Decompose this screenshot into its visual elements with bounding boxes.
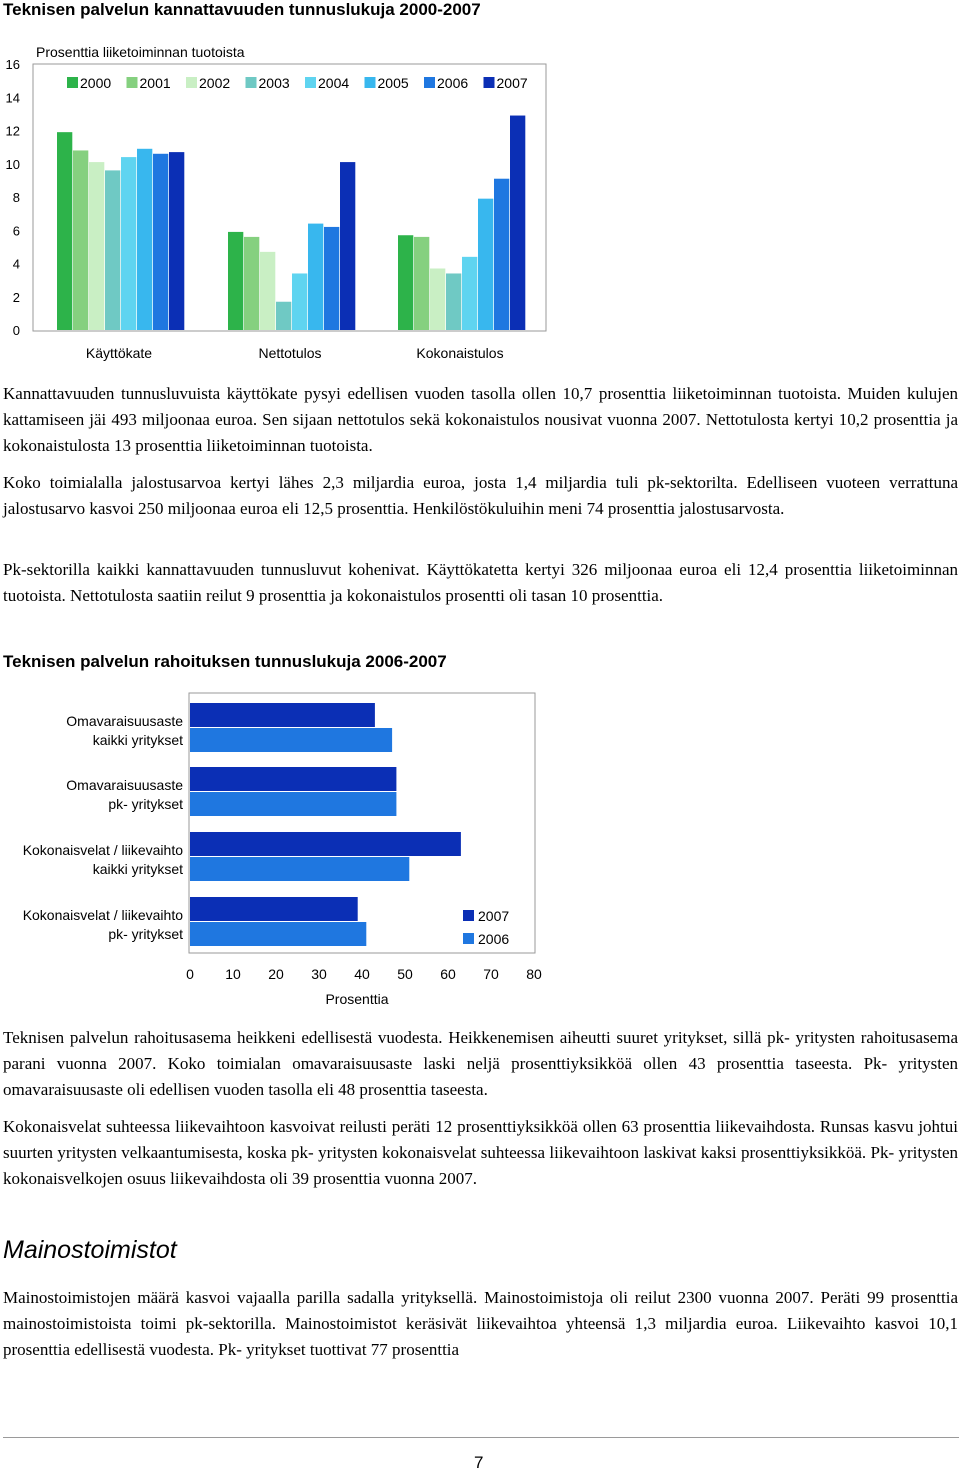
footer-divider (3, 1437, 959, 1438)
chart1-legend-label: 2007 (496, 75, 528, 91)
chart1-y-axis (6, 57, 20, 338)
chart1-legend-swatch (186, 77, 197, 88)
chart2-x-tick-label: 10 (225, 966, 241, 982)
chart1-bar (462, 257, 477, 330)
paragraph-advertising-agencies: Mainostoimistojen määrä kasvoi vajaalla parilla sadalla yrityksellä. Mainostoimistoja oli reilut 2300 vuonna 2007. Peräti 99 prosenttia mainostoimistoista toimi pk-sektorilla. Mainostoimistot keräsivät liikevaihtoa yhteensä 1,3 miljardia euroa. Liikevaihto kasvoi 10,1 prosenttia edellisestä vuodesta. Pk- yritykset tuottivat 77 prosenttia (3, 1288, 958, 1359)
chart2-bar (190, 897, 358, 921)
chart2-bar (190, 703, 375, 727)
chart1-bar (398, 235, 413, 330)
chart2-legend-label: 2007 (478, 908, 510, 924)
chart1-legend-label: 2002 (199, 75, 231, 91)
chart2-x-tick-label: 60 (440, 966, 456, 982)
chart1-bar (153, 154, 168, 330)
chart1-bar (510, 116, 525, 330)
page-number: 7 (474, 1453, 484, 1472)
profitability-bar-chart (0, 30, 560, 365)
chart1-legend-label: 2003 (258, 75, 290, 91)
chart1-bar (340, 162, 355, 330)
chart1-bar (73, 150, 88, 330)
chart2-bar (190, 832, 461, 856)
chart1-legend-label: 2001 (139, 75, 171, 91)
chart1-bar (430, 268, 445, 330)
chart1-bar (89, 162, 104, 330)
chart2-category-label: Kokonaisvelat / liikevaihto (22, 842, 183, 858)
chart2-category-label: Omavaraisuusaste (66, 777, 183, 793)
chart1-y-tick-label: 16 (5, 57, 20, 72)
chart2-x-tick-label: 20 (268, 966, 284, 982)
chart1-legend-label: 2000 (80, 75, 112, 91)
paragraph-financing-position: Teknisen palvelun rahoitusasema heikkeni edellisestä vuodesta. Heikkenemisen aiheutti suuret yritykset, sillä pk- yritysten rahoitusasema parani vuonna 2007. Koko toimialan omavaraisuusaste laski neljä prosenttiyksikköä ollen 43 prosenttia taseesta. Pk- yritysten omavaraisuusaste oli edellisen vuoden tasolla eli 48 prosenttia taseesta. (3, 1028, 958, 1099)
chart2-x-tick-label: 50 (397, 966, 413, 982)
chart1-y-tick-label: 8 (12, 190, 20, 205)
section-heading-advertising: Mainostoimistot (3, 1236, 177, 1264)
chart2-y-axis (23, 713, 184, 942)
chart2-legend-swatch (463, 933, 474, 944)
paragraph-total-liabilities: Kokonaisvelat suhteessa liikevaihtoon kasvoivat reilusti peräti 12 prosenttiyksikköä ollen 63 prosenttia liikevaihdosta. Runsas kasvu johtui suurten yritysten velkaantumisesta, koska pk- yritysten kokonaisvelat suhteessa liikevaihtoon laskivat kaksi prosenttiyksikköä. Pk- yritysten kokonaisvelkojen osuus liikevaihdosta oli 39 prosenttia vuonna 2007. (3, 1117, 958, 1188)
paragraph-sme-profitability: Pk-sektorilla kaikki kannattavuuden tunnusluvut kohenivat. Käyttökatetta kertyi 326 miljoonaa euroa eli 12,4 prosenttia liiketoiminnan tuotoista. Nettotulosta saatiin reilut 9 prosenttia ja kokonaistulos prosentti oli tasan 10 prosenttia. (3, 560, 958, 605)
chart1-legend-swatch (305, 77, 316, 88)
paragraph-value-added: Koko toimialalla jalostusarvoa kertyi lähes 2,3 miljardia euroa, josta 1,4 miljardia tuli pk-sektorilta. Edelliseen vuoteen verrattuna jalostusarvo kasvoi 250 miljoonaa euroa eli 12,5 prosenttia. Henkilöstökuluihin meni 74 prosenttia jalostusarvosta. (3, 473, 958, 518)
chart1-y-tick-label: 4 (12, 256, 20, 272)
chart1-y-tick-label: 14 (5, 90, 20, 106)
chart2-x-axis (186, 966, 542, 982)
chart1-legend-label: 2005 (377, 75, 409, 91)
chart1-category-label: Nettotulos (258, 345, 322, 361)
chart1-legend-swatch (484, 77, 495, 88)
chart2-bars (190, 703, 461, 946)
chart1-bar (292, 273, 307, 330)
chart2-category-label: kaikki yritykset (92, 732, 183, 748)
chart2-x-tick-label: 80 (526, 966, 542, 982)
chart1-y-tick-label: 10 (5, 156, 20, 172)
chart2-x-axis-label: Prosenttia (325, 991, 389, 1007)
chart1-bar (244, 237, 259, 330)
chart2-category-label: pk- yritykset (108, 926, 183, 942)
chart1-legend-swatch (127, 77, 138, 88)
chart1-bar (169, 152, 184, 330)
chart1-bar (105, 170, 120, 330)
chart2-category-label: Omavaraisuusaste (66, 713, 183, 729)
chart1-bar (228, 232, 243, 330)
chart2-bar (190, 792, 396, 816)
chart1-bar (446, 273, 461, 330)
chart2-bar (190, 767, 396, 791)
chart1-bar (324, 227, 339, 330)
chart2-bar (190, 922, 366, 946)
chart1-bar (260, 252, 275, 330)
chart2-category-label: Kokonaisvelat / liikevaihto (22, 907, 183, 923)
chart1-bar (137, 149, 152, 330)
chart2-legend-swatch (463, 910, 474, 921)
chart2-x-tick-label: 0 (186, 966, 194, 982)
chart2-bar (190, 857, 409, 881)
chart1-y-tick-label: 2 (12, 289, 20, 305)
chart1-x-axis (86, 345, 504, 361)
chart1-bar (308, 224, 323, 330)
chart1-title: Prosenttia liiketoiminnan tuotoista (36, 44, 245, 60)
chart2-legend (463, 908, 509, 947)
chart1-legend (67, 75, 528, 91)
chart1-bar (414, 237, 429, 330)
chart1-legend-label: 2006 (437, 75, 469, 91)
chart2-bar (190, 728, 392, 752)
chart1-bar (121, 157, 136, 330)
chart1-legend-swatch (67, 77, 78, 88)
paragraph-profitability-summary: Kannattavuuden tunnusluvuista käyttökate pysyi edellisen vuoden tasolla ollen 10,7 prosenttia liiketoiminnan tuotoista. Muiden kulujen kattamiseen jäi 493 miljoonaa euroa. Sen sijaan nettotulos sekä kokonaistulos nousivat vuonna 2007. Nettotulosta kertyi 10,2 prosenttia ja kokonaistulosta 13 prosenttia liiketoiminnan tuotoista. (3, 384, 958, 455)
chart1-legend-label: 2004 (318, 75, 350, 91)
section-heading-financing: Teknisen palvelun rahoituksen tunnuslukuja 2006-2007 (3, 652, 447, 671)
chart1-bar (494, 179, 509, 330)
chart1-y-tick-label: 0 (12, 323, 20, 338)
chart1-bar (478, 199, 493, 330)
chart2-x-tick-label: 70 (483, 966, 499, 982)
chart2-x-tick-label: 30 (311, 966, 327, 982)
chart1-category-label: Kokonaistulos (416, 345, 504, 361)
chart1-category-label: Käyttökate (85, 345, 153, 361)
chart1-bar (276, 302, 291, 330)
chart1-y-tick-label: 12 (5, 123, 20, 139)
chart1-legend-swatch (246, 77, 257, 88)
chart1-y-tick-label: 6 (12, 223, 20, 239)
chart1-bars (57, 116, 525, 330)
chart2-category-label: kaikki yritykset (92, 861, 183, 877)
chart2-category-label: pk- yritykset (108, 796, 183, 812)
financing-bar-chart (0, 690, 560, 1010)
chart1-bar (57, 132, 72, 330)
section-heading-profitability: Teknisen palvelun kannattavuuden tunnuslukuja 2000-2007 (3, 0, 481, 19)
chart1-legend-swatch (424, 77, 435, 88)
chart2-x-tick-label: 40 (354, 966, 370, 982)
chart2-legend-label: 2006 (478, 931, 510, 947)
chart1-legend-swatch (365, 77, 376, 88)
